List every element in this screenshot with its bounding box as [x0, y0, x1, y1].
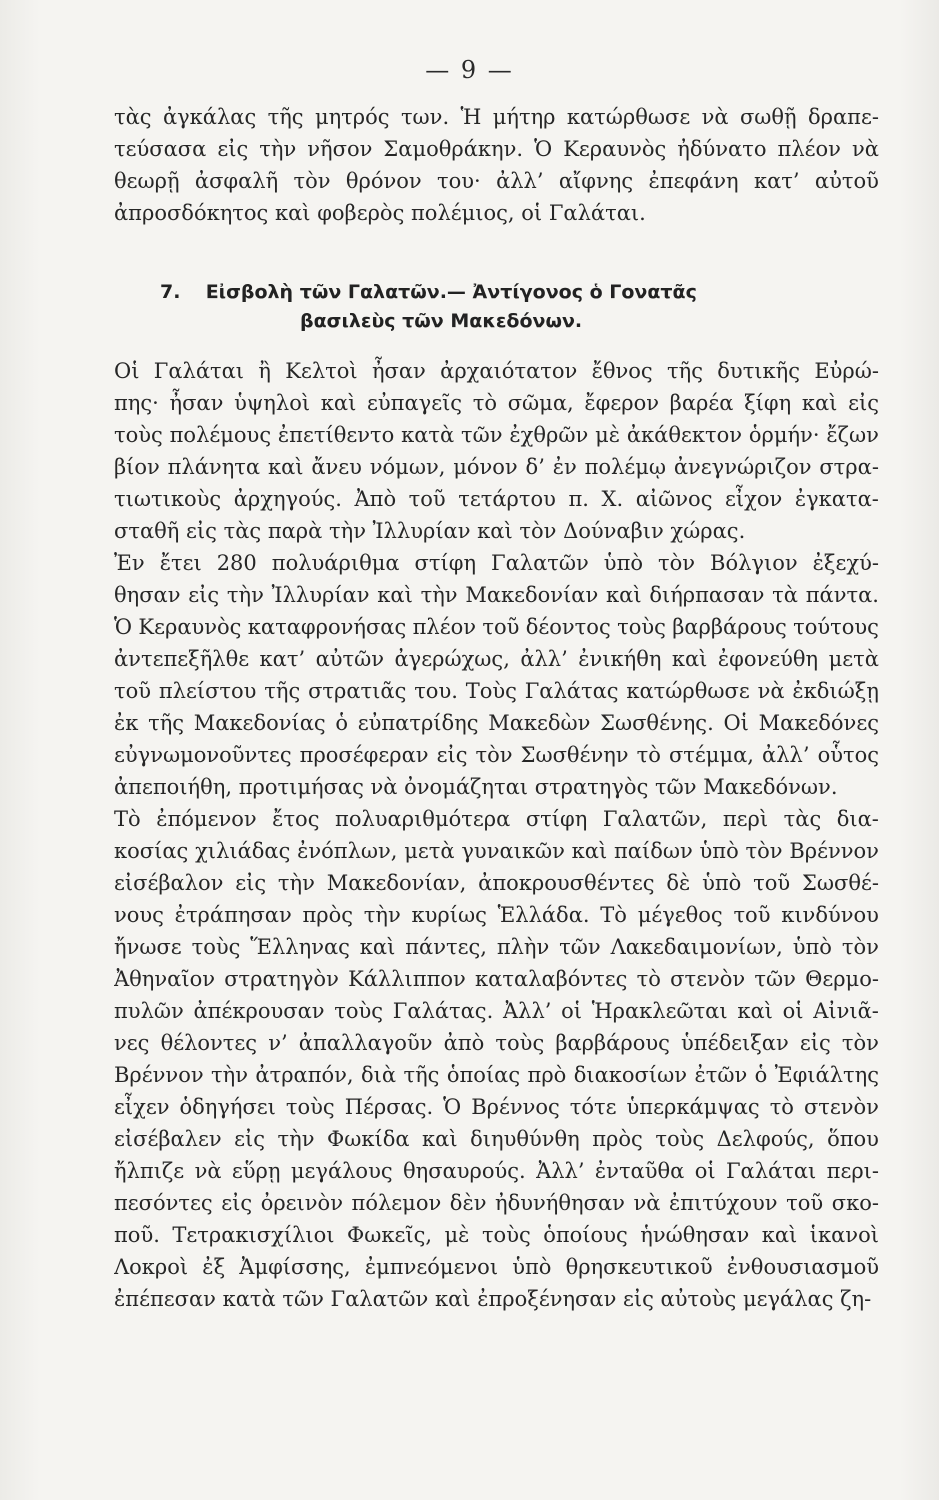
text-line: ἤλπιζε νὰ εὕρῃ μεγάλους θησαυρούς. Ἀλλ’ ἐνταῦθα οἱ Γαλάται περι-	[114, 1159, 879, 1183]
text-line: Ὁ Κεραυνὸς καταφρονήσας πλέον τοῦ δέοντος τοὺς βαρβάρους τούτους	[114, 615, 879, 639]
text-line: πης· ἦσαν ὑψηλοὶ καὶ εὐπαγεῖς τὸ σῶμα, ἔφερον βαρέα ξίφη καὶ εἰς	[114, 391, 879, 415]
text-line: νους ἐτράπησαν πρὸς τὴν κυρίως Ἑλλάδα. Τὸ μέγεθος τοῦ κινδύνου	[114, 903, 879, 927]
text-line: βίον πλάνητα καὶ ἄνευ νόμων, μόνον δ’ ἐν πολέμῳ ἀνεγνώριζον στρα-	[114, 455, 879, 479]
section-heading-line-2	[300, 306, 582, 336]
text-line: ἀντεπεξῆλθε κατ’ αὐτῶν ἀγερώχως, ἀλλ’ ἐνικήθη καὶ ἐφονεύθη μετὰ	[114, 647, 879, 671]
section-heading-line-1	[160, 277, 697, 307]
text-line: τιωτικοὺς ἀρχηγούς. Ἀπὸ τοῦ τετάρτου π. Χ. αἰῶνος εἶχον ἐγκατα-	[114, 487, 879, 511]
text-line: Τὸ ἐπόμενον ἔτος πολυαριθμότερα στίφη Γαλατῶν, περὶ τὰς δια-	[114, 807, 879, 831]
text-line: θεωρῇ ἀσφαλῆ τὸν θρόνον του· ἀλλ’ αἴφνης ἐπεφάνη κατ’ αὐτοῦ	[114, 169, 879, 193]
text-line: Ἀθηναῖον στρατηγὸν Κάλλιππον καταλαβόντες τὸ στενὸν τῶν Θερμο-	[114, 967, 879, 991]
text-line: τοῦ πλείστου τῆς στρατιᾶς του. Τοὺς Γαλάτας κατώρθωσε νὰ ἐκδιώξῃ	[114, 679, 879, 703]
text-line: νες θέλοντες ν’ ἀπαλλαγοῦν ἀπὸ τοὺς βαρβάρους ὑπέδειξαν εἰς τὸν	[114, 1031, 879, 1055]
intro-paragraph	[114, 101, 879, 229]
text-line: κοσίας χιλιάδας ἐνόπλων, μετὰ γυναικῶν καὶ παίδων ὑπὸ τὸν Βρέννον	[114, 839, 879, 863]
text-line: πεσόντες εἰς ὀρεινὸν πόλεμον δὲν ἠδυνήθησαν νὰ ἐπιτύχουν τοῦ σκο-	[114, 1191, 879, 1215]
body-text	[114, 355, 879, 1315]
text-line: ἀπεποιήθη, προτιμήσας νὰ ὀνομάζηται στρατηγὸς τῶν Μακεδόνων.	[114, 775, 838, 799]
text-line: Ἐν ἔτει 280 πολυάριθμα στίφη Γαλατῶν ὑπὸ τὸν Βόλγιον ἐξεχύ-	[114, 551, 879, 575]
text-line: τεύσασα εἰς τὴν νῆσον Σαμοθράκην. Ὁ Κεραυνὸς ἠδύνατο πλέον νὰ	[114, 137, 879, 161]
text-line: πυλῶν ἀπέκρουσαν τοὺς Γαλάτας. Ἀλλ’ οἱ Ἡρακλεῶται καὶ οἱ Αἰνιᾶ-	[114, 999, 879, 1023]
text-line: Λοκροὶ ἐξ Ἀμφίσσης, ἐμπνεόμενοι ὑπὸ θρησκευτικοῦ ἐνθουσιασμοῦ	[114, 1255, 879, 1279]
text-line: ποῦ. Τετρακισχίλιοι Φωκεῖς, μὲ τοὺς ὁποίους ἡνώθησαν καὶ ἱκανοὶ	[114, 1223, 879, 1247]
text-line: τὰς ἀγκάλας τῆς μητρός των. Ἡ μήτηρ κατώρθωσε νὰ σωθῇ δραπε-	[114, 105, 879, 129]
text-line: Βρέννον τὴν ἀτραπόν, διὰ τῆς ὁποίας πρὸ διακοσίων ἐτῶν ὁ Ἐφιάλτης	[114, 1063, 879, 1087]
section-title: Εἰσβολὴ τῶν Γαλατῶν.— Ἀντίγονος ὁ Γονατᾶς	[205, 281, 697, 303]
text-line: εὐγνωμονοῦντες προσέφεραν εἰς τὸν Σωσθένην τὸ στέμμα, ἀλλ’ οὗτος	[114, 743, 879, 767]
text-line: ἐπέπεσαν κατὰ τῶν Γαλατῶν καὶ ἐπροξένησαν εἰς αὐτοὺς μεγάλας ζη-	[114, 1287, 872, 1311]
text-line: ἤνωσε τοὺς Ἕλληνας καὶ πάντες, πλὴν τῶν Λακεδαιμονίων, ὑπὸ τὸν	[114, 935, 879, 959]
section-number: 7.	[160, 281, 181, 303]
text-line: εἰσέβαλεν εἰς τὴν Φωκίδα καὶ διηυθύνθη πρὸς τοὺς Δελφούς, ὅπου	[114, 1127, 879, 1151]
text-line: τοὺς πολέμους ἐπετίθεντο κατὰ τῶν ἐχθρῶν μὲ ἀκάθεκτον ὁρμήν· ἔζων	[114, 423, 879, 447]
text-line: εἶχεν ὁδηγήσει τοὺς Πέρσας. Ὁ Βρέννος τότε ὑπερκάμψας τὸ στενὸν	[114, 1095, 879, 1119]
text-line: εἰσέβαλον εἰς τὴν Μακεδονίαν, ἀποκρουσθέντες δὲ ὑπὸ τοῦ Σωσθέ-	[114, 871, 879, 895]
text-line: ἀπροσδόκητος καὶ φοβερὸς πολέμιος, οἱ Γαλάται.	[114, 201, 646, 225]
text-line: ἐκ τῆς Μακεδονίας ὁ εὐπατρίδης Μακεδὼν Σωσθένης. Οἱ Μακεδόνες	[114, 711, 879, 735]
text-line: θησαν εἰς τὴν Ἰλλυρίαν καὶ τὴν Μακεδονίαν καὶ διήρπασαν τὰ πάντα.	[114, 583, 879, 607]
text-line: σταθῆ εἰς τὰς παρὰ τὴν Ἰλλυρίαν καὶ τὸν Δούναβιν χώρας.	[114, 519, 746, 543]
text-line: Οἱ Γαλάται ἢ Κελτοὶ ἦσαν ἀρχαιότατον ἔθνος τῆς δυτικῆς Εὐρώ-	[114, 359, 879, 383]
page-number: — 9 —	[425, 56, 514, 84]
section-subtitle: βασιλεὺς τῶν Μακεδόνων.	[300, 310, 583, 332]
